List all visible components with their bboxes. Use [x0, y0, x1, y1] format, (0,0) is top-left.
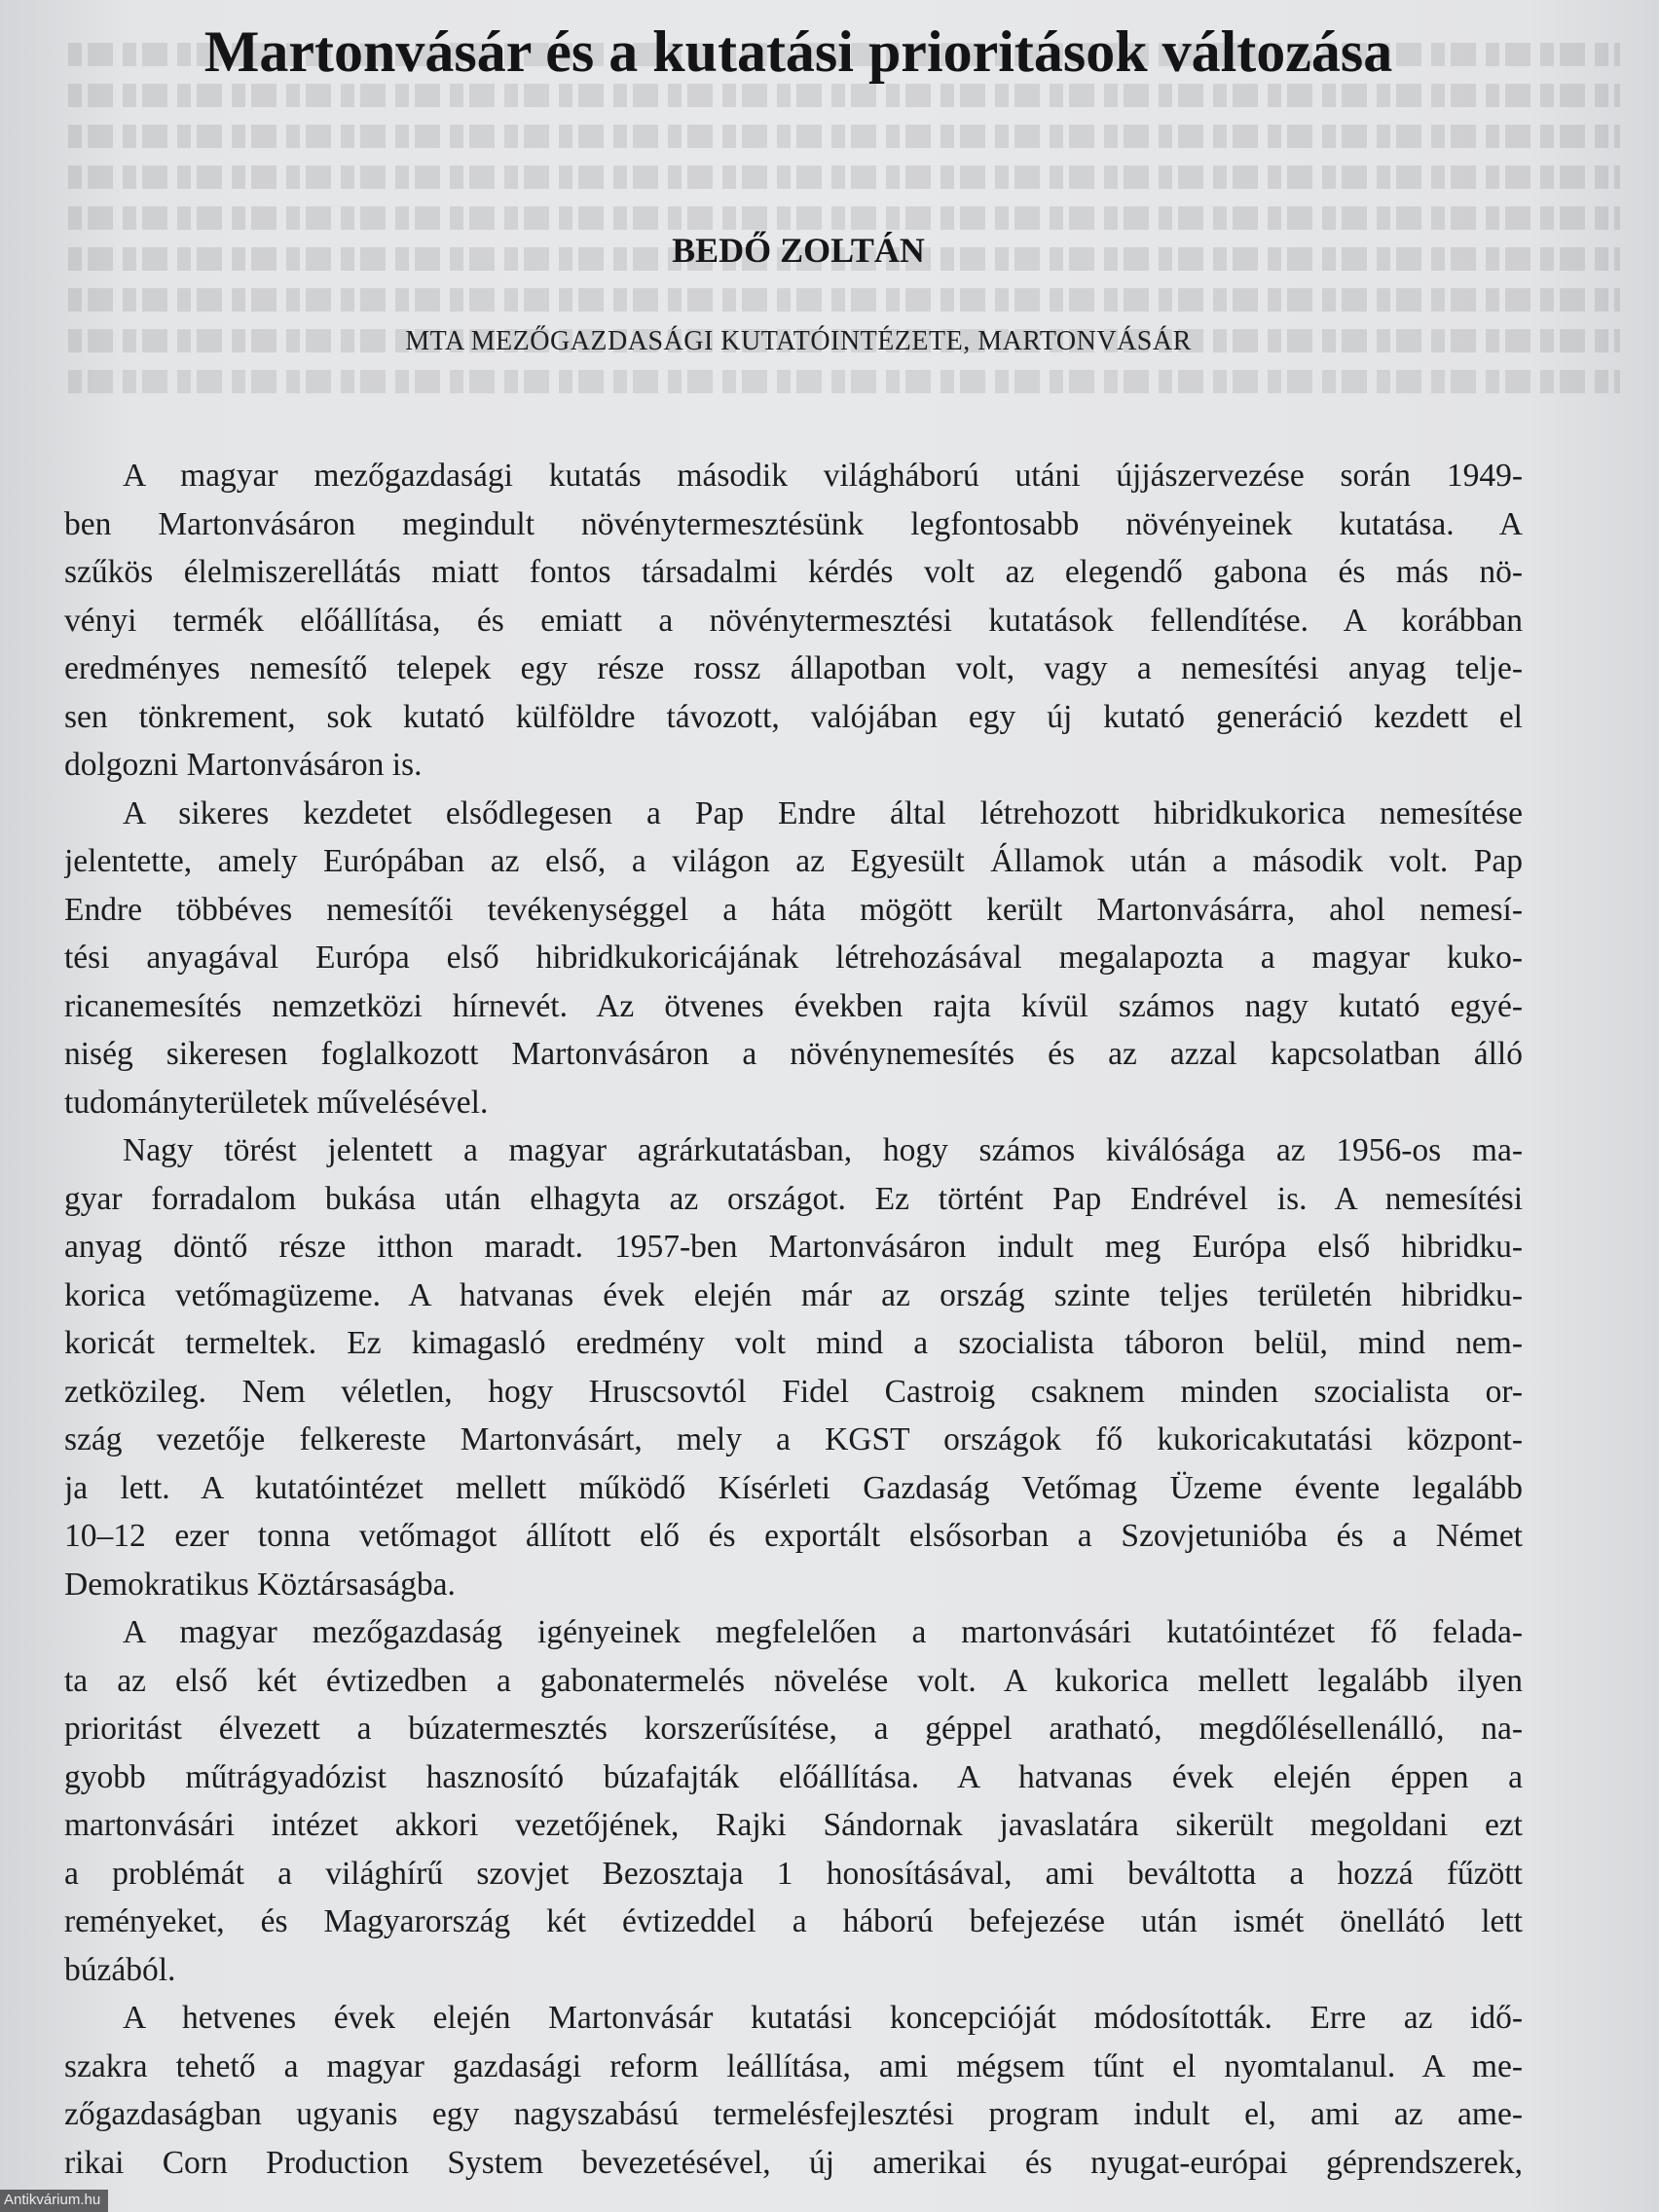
text-line: A sikeres kezdetet elsődlegesen a Pap Endre által létrehozott hibridkukorica nemesítése — [123, 794, 1523, 831]
text-line: sen tönkrement, sok kutató külföldre távozott, valójában egy új kutató generáció kezdett el — [64, 698, 1523, 735]
paragraph — [64, 1126, 1523, 1608]
text-line: A magyar mezőgazdasági kutatás második világháború utáni újjászervezése során 1949- — [123, 458, 1523, 494]
text-line: 10–12 ezer tonna vetőmagot állított elő és exportált elsősorban a Szovjetunióba és a Német — [64, 1518, 1523, 1554]
text-line: korica vetőmagüzeme. A hatvanas évek elején már az ország szinte teljes területén hibridku- — [64, 1276, 1523, 1313]
text-line: búzából. — [64, 1951, 176, 1988]
text-line: ben Martonvásáron megindult növénytermesztésünk legfontosabb növényeinek kutatása. A — [64, 505, 1523, 542]
text-line: reményeket, és Magyarország két évtizeddel a háború befejezése után ismét önellátó lett — [64, 1903, 1523, 1939]
text-line: koricát termeltek. Ez kimagasló eredmény volt mind a szocialista táboron belül, mind nem- — [64, 1325, 1523, 1361]
text-line: Demokratikus Köztársaságba. — [64, 1566, 456, 1603]
text-line: eredményes nemesítő telepek egy része rossz állapotban volt, vagy a nemesítési anyag telje- — [64, 650, 1523, 686]
text-line: jelentette, amely Európában az első, a világon az Egyesült Államok után a második volt. Pap — [64, 843, 1523, 879]
text-line: ricanemesítés nemzetközi hírnevét. Az ötvenes években rajta kívül számos nagy kutató egyé- — [64, 987, 1523, 1024]
paragraph — [64, 790, 1523, 1127]
author-affiliation: MTA MEZŐGAZDASÁGI KUTATÓINTÉZETE, MARTONVÁSÁR — [405, 326, 1192, 356]
text-line: prioritást élvezett a búzatermesztés korszerűsítése, a géppel aratható, megdőlésellenálló, na- — [64, 1711, 1523, 1747]
paragraph — [64, 1608, 1523, 1994]
text-line: a problémát a világhírű szovjet Bezosztaja 1 honosításával, ami beváltotta a hozzá fűzött — [64, 1855, 1523, 1892]
author-name: BEDŐ ZOLTÁN — [672, 231, 925, 270]
text-line: Nagy törést jelentett a magyar agrárkutatásban, hogy számos kiválósága az 1956-os ma- — [123, 1132, 1523, 1168]
text-line: anyag döntő része itthon maradt. 1957-ben Martonvásáron indult meg Európa első hibridku- — [64, 1229, 1523, 1265]
text-line: A hetvenes évek elején Martonvásár kutatási koncepcióját módosították. Erre az idő- — [123, 2000, 1523, 2036]
text-line: tudományterületek művelésével. — [64, 1084, 489, 1121]
text-line: martonvásári intézet akkori vezetőjének, Rajki Sándornak javaslatára sikerült megoldani ezt — [64, 1807, 1523, 1843]
text-line: gyar forradalom bukása után elhagyta az országot. Ez történt Pap Endrével is. A nemesítési — [64, 1180, 1523, 1217]
text-line: szűkös élelmiszerellátás miatt fontos társadalmi kérdés volt az elegendő gabona és más nö- — [64, 554, 1523, 590]
text-line: gyobb műtrágyadózist hasznosító búzafajták előállítása. A hatvanas évek elején éppen a — [64, 1758, 1523, 1795]
article-title: Martonvásár és a kutatási prioritások változása — [203, 19, 1393, 84]
text-line: dolgozni Martonvásáron is. — [64, 747, 423, 783]
text-line: zőgazdaságban ugyanis egy nagyszabású termelésfejlesztési program indult el, ami az ame- — [64, 2096, 1523, 2132]
text-line: A magyar mezőgazdaság igényeinek megfelelően a martonvásári kutatóintézet fő felada- — [123, 1614, 1523, 1650]
article-body — [64, 452, 1523, 2187]
text-line: szakra tehető a magyar gazdasági reform leállítása, ami mégsem tűnt el nyomtalanul. A me- — [64, 2047, 1523, 2084]
watermark-label: Antikvárium.hu — [0, 2190, 108, 2212]
text-line: zetközileg. Nem véletlen, hogy Hruscsovtól Fidel Castroig csaknem minden szocialista or- — [64, 1373, 1523, 1410]
text-line: tési anyagával Európa első hibridkukoricájának létrehozásával megalapozta a magyar kuko- — [64, 940, 1523, 976]
text-line: ja lett. A kutatóintézet mellett működő Kísérleti Gazdaság Vetőmag Üzeme évente legalább — [64, 1469, 1523, 1506]
text-line: szág vezetője felkereste Martonvásárt, mely a KGST országok fő kukoricakutatási központ- — [64, 1421, 1523, 1457]
paragraph — [64, 452, 1523, 790]
text-line: vényi termék előállítása, és emiatt a növénytermesztési kutatások fellendítése. A korábban — [64, 602, 1523, 639]
text-line: rikai Corn Production System bevezetésével, új amerikai és nyugat-európai géprendszerek, — [64, 2144, 1523, 2181]
text-line: ta az első két évtizedben a gabonatermelés növelése volt. A kukorica mellett legalább ilyen — [64, 1662, 1523, 1699]
text-line: niség sikeresen foglalkozott Martonvásáron a növénynemesítés és az azzal kapcsolatban álló — [64, 1036, 1523, 1072]
text-line: Endre többéves nemesítői tevékenységgel a háta mögött került Martonvásárra, ahol nemesí- — [64, 891, 1523, 928]
paragraph — [64, 1994, 1523, 2187]
